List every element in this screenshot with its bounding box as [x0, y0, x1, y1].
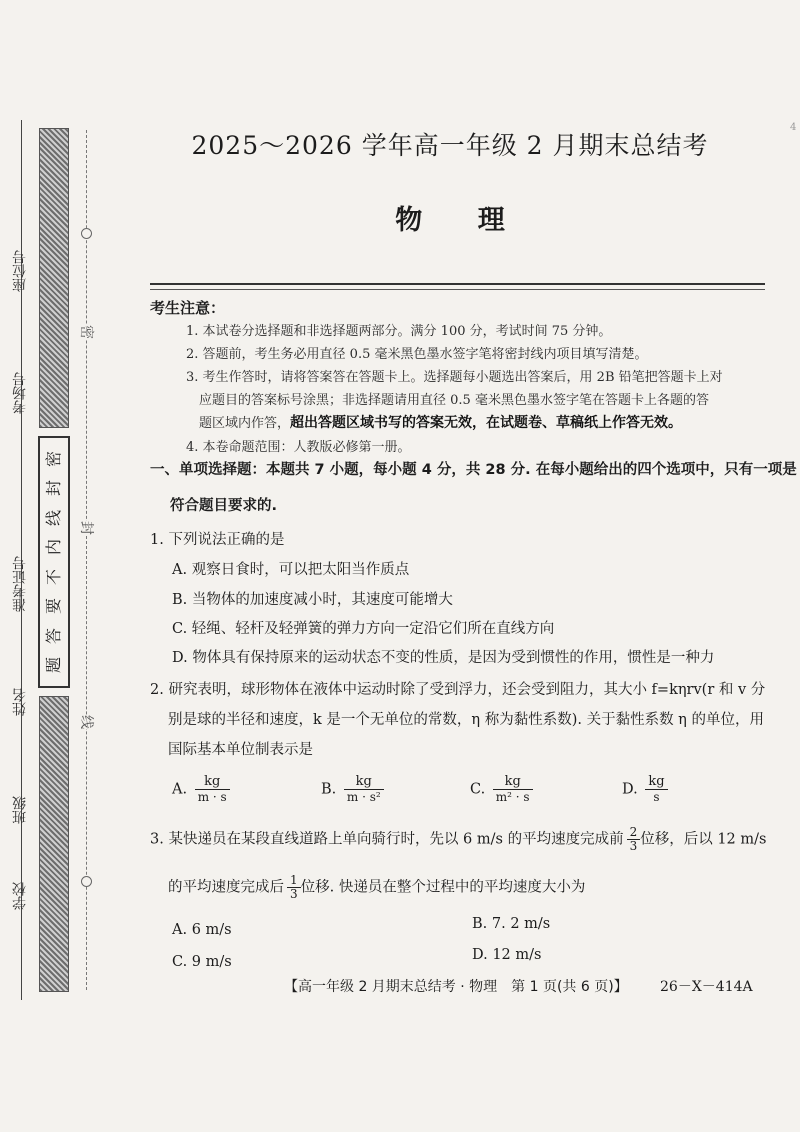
question-3-line1: 3. 某快递员在某段直线道路上单向骑行时，先以 6 m/s 的平均速度完成前 $\frac{2}{3}$ 位移，后以 12 m/s — [150, 825, 767, 853]
note-item-1: 1. 本试卷分选择题和非选择题两部分。满分 100 分，考试时间 75 分钟。 — [186, 324, 612, 339]
seat-number-label: 座位号 — [12, 250, 28, 292]
header-rule-thin — [150, 289, 765, 290]
fraction: $\frac{kg}{m \cdot s}$ — [195, 774, 230, 805]
binding-strip — [0, 0, 100, 1000]
do-not-answer-notice: 密 封 线 内 不 要 答 题 — [38, 436, 70, 688]
fraction: $\frac{2}{3}$ — [627, 826, 641, 853]
binding-hole-icon — [81, 876, 92, 887]
q1-option-d: D. 物体具有保持原来的运动状态不变的性质，是因为受到惯性的作用，惯性是一种力 — [172, 650, 715, 666]
question-2-line2: 别是球的半径和速度，k 是一个无单位的常数，η 称为黏性系数). 关于黏性系数 η 的单位，用 — [168, 712, 764, 728]
school-label: 学校 — [12, 882, 28, 910]
note-item-2: 2. 答题前，考生务必用直径 0.5 毫米黑色墨水签字笔将密封线内项目填写清楚。 — [186, 347, 648, 362]
exam-title: 2025～2026 学年高一年级 2 月期末总结考 — [191, 131, 709, 160]
note-item-3: 3. 考生作答时，请将答案答在答题卡上。选择题每小题选出答案后，用 2B 铅笔把答题卡上对 — [186, 370, 723, 385]
note-emphasis: 超出答题区域书写的答案无效，在试题卷、草稿纸上作答无效。 — [290, 415, 683, 431]
q2-option-d: D. $\frac{kg}{s}$ — [622, 774, 668, 805]
seal-char-feng: 封 — [77, 521, 97, 535]
fraction: $\frac{kg}{s}$ — [645, 774, 667, 805]
header-rule — [150, 283, 765, 285]
q3-option-a: A. 6 m/s — [172, 922, 232, 938]
q3-option-d: D. 12 m/s — [472, 947, 542, 963]
name-label: 姓名 — [12, 688, 28, 716]
q1-option-b: B. 当物体的加速度减小时，其速度可能增大 — [172, 592, 453, 608]
question-2-line3: 国际基本单位制表示是 — [168, 742, 313, 758]
seal-char-mi: 密 — [77, 325, 97, 339]
q1-option-c: C. 轻绳、轻杆及轻弹簧的弹力方向一定沿它们所在直线方向 — [172, 621, 555, 637]
q3-option-b: B. 7. 2 m/s — [472, 916, 551, 932]
question-2-line1: 2. 研究表明，球形物体在液体中运动时除了受到浮力，还会受到阻力，其大小 f=kηrv(r 和 v 分 — [150, 682, 766, 698]
hatch-pattern-top — [39, 128, 69, 428]
q2-option-b: B. $\frac{kg}{\text{m · s²}}$ — [321, 774, 384, 805]
seal-char-xian: 线 — [77, 715, 97, 729]
seal-dotted-line — [86, 130, 87, 990]
paper-code: 26－X－414A — [660, 979, 753, 995]
admission-number-label: 准考证号 — [12, 556, 28, 612]
binding-hole-icon — [81, 228, 92, 239]
q2-option-a: A. $\frac{kg}{m \cdot s}$ — [172, 774, 230, 805]
note-item-3-cont: 应题目的答案标号涂黑；非选择题请用直径 0.5 毫米黑色墨水签字笔在答题卡上各题的答 — [199, 393, 709, 408]
q2-option-c: C. $\frac{kg}{\text{m² · s}}$ — [470, 774, 533, 805]
subject-title: 物 理 — [395, 205, 505, 236]
page-footer: 【高一年级 2 月期末总结考 · 物理 第 1 页(共 6 页)】 — [284, 979, 628, 995]
hatch-pattern-bottom — [39, 696, 69, 992]
section-heading: 一、单项选择题：本题共 7 小题，每小题 4 分，共 28 分. 在每小题给出的四个选项中，只有一项是 — [150, 462, 797, 478]
note-item-3-cont2: 题区域内作答，超出答题区域书写的答案无效，在试题卷、草稿纸上作答无效。 — [199, 415, 683, 431]
fraction: $\frac{kg}{\text{m · s²}}$ — [344, 774, 384, 805]
fraction: $\frac{1}{3}$ — [287, 874, 301, 901]
q3-option-c: C. 9 m/s — [172, 954, 232, 970]
fraction: $\frac{kg}{\text{m² · s}}$ — [493, 774, 533, 805]
class-label: 班级 — [12, 796, 28, 824]
corner-mark: 4 — [790, 122, 797, 133]
question-1-stem: 1. 下列说法正确的是 — [150, 532, 285, 548]
q1-option-a: A. 观察日食时，可以把太阳当作质点 — [172, 562, 410, 578]
question-3-line2: 的平均速度完成后 $\frac{1}{3}$ 位移. 快递员在整个过程中的平均速度大小为 — [168, 873, 586, 901]
notes-heading: 考生注意： — [150, 299, 226, 317]
exam-room-label: 考场号 — [12, 372, 28, 414]
note-item-4: 4. 本卷命题范围：人教版必修第一册。 — [186, 440, 411, 455]
section-heading-cont: 符合题目要求的. — [170, 498, 278, 514]
